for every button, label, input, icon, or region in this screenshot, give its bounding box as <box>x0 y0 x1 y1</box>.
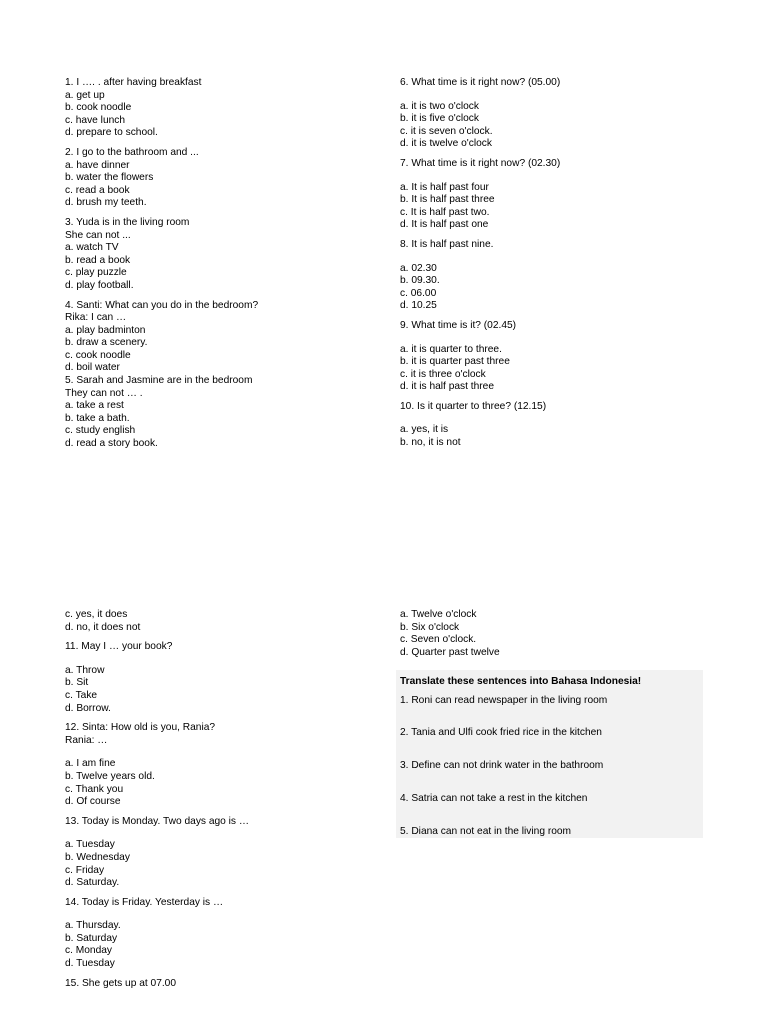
translation-item: 3. Define can not drink water in the bathroom <box>400 760 604 771</box>
option: c. yes, it does <box>65 609 128 620</box>
question-text-line-2: She can not ... <box>65 229 131 241</box>
option: d. Saturday. <box>65 877 120 889</box>
option: a. Tuesday <box>65 839 115 851</box>
option: c. Friday <box>65 864 105 876</box>
option: d. no, it does not <box>65 621 141 633</box>
option: d. Borrow. <box>65 702 111 714</box>
translation-item: 2. Tania and Ulfi cook fried rice in the kitchen <box>400 727 602 738</box>
option: a. Twelve o'clock <box>400 609 477 620</box>
option: b. Wednesday <box>65 851 130 863</box>
question-5 <box>65 375 385 451</box>
option: d. 10.25 <box>400 300 437 312</box>
option: d. play football. <box>65 279 134 291</box>
question-14 <box>65 897 385 971</box>
question-text: 10. Is it quarter to three? (12.15) <box>400 400 547 412</box>
option: d. it is half past three <box>400 381 495 393</box>
question-7 <box>400 158 720 232</box>
option: b. read a book <box>65 254 131 266</box>
option: d. read a story book. <box>65 438 158 450</box>
question-9 <box>400 320 720 394</box>
option: a. it is quarter to three. <box>400 343 502 355</box>
option: a. have dinner <box>65 159 130 171</box>
question-text: 14. Today is Friday. Yesterday is … <box>65 896 224 908</box>
option: a. I am fine <box>65 758 116 770</box>
option: c. it is seven o'clock. <box>400 125 493 137</box>
question-10 <box>400 401 720 450</box>
carried-options-right <box>400 609 720 659</box>
option: b. cook noodle <box>65 102 132 114</box>
option: a. get up <box>65 89 105 101</box>
option: b. Twelve years old. <box>65 770 155 782</box>
question-text: 4. Santi: What can you do in the bedroom? <box>65 299 259 311</box>
option: c. cook noodle <box>65 349 131 361</box>
option: a. Thursday. <box>65 920 121 932</box>
question-13 <box>65 816 385 890</box>
option: d. It is half past one <box>400 219 489 231</box>
option: b. it is five o'clock <box>400 113 479 125</box>
option: a. 02.30 <box>400 262 437 274</box>
question-text: 13. Today is Monday. Two days ago is … <box>65 815 250 827</box>
question-4 <box>65 300 385 376</box>
option: b. 09.30. <box>400 275 440 287</box>
option: c. Thank you <box>65 783 124 795</box>
question-2 <box>65 147 385 210</box>
option: a. play badminton <box>65 324 146 336</box>
option: a. yes, it is <box>400 424 449 436</box>
carried-options <box>65 609 385 634</box>
question-text: 7. What time is it right now? (02.30) <box>400 157 561 169</box>
option: a. Throw <box>65 664 105 676</box>
option: a. take a rest <box>65 400 124 412</box>
question-text: 2. I go to the bathroom and ... <box>65 146 199 158</box>
option: c. Seven o'clock. <box>400 634 477 646</box>
questions-11-15 <box>65 609 385 997</box>
questions-6-10 <box>400 77 720 457</box>
option: b. draw a scenery. <box>65 337 148 349</box>
option: b. Sit <box>65 677 89 689</box>
option: b. no, it is not <box>400 437 461 449</box>
option: b. it is quarter past three <box>400 356 510 368</box>
option: d. Tuesday <box>65 958 115 970</box>
option: b. It is half past three <box>400 194 495 206</box>
questions-1-5 <box>65 77 385 451</box>
option: a. It is half past four <box>400 181 489 193</box>
question-text-line-2: They can not … . <box>65 387 143 399</box>
option: d. it is twelve o'clock <box>400 138 492 150</box>
option: b. take a bath. <box>65 412 130 424</box>
question-text: 12. Sinta: How old is you, Rania? <box>65 722 216 734</box>
question-6 <box>400 77 720 151</box>
option: c. Monday <box>65 945 112 957</box>
option: a. watch TV <box>65 242 119 254</box>
question-text: 8. It is half past nine. <box>400 238 494 250</box>
question-text: 6. What time is it right now? (05.00) <box>400 77 561 88</box>
question-text: 15. She gets up at 07.00 <box>65 977 177 989</box>
question-15 <box>65 978 385 991</box>
option: b. water the flowers <box>65 172 154 184</box>
option: d. brush my teeth. <box>65 197 147 209</box>
translation-item: 5. Diana can not eat in the living room <box>400 826 572 837</box>
translation-item: 4. Satria can not take a rest in the kitchen <box>400 793 588 804</box>
translation-heading: Translate these sentences into Bahasa Indonesia! <box>400 676 642 687</box>
question-11 <box>65 641 385 715</box>
question-text-line-2: Rika: I can … <box>65 312 127 324</box>
question-text: 11. May I … your book? <box>65 641 173 653</box>
option: c. have lunch <box>65 114 126 126</box>
translation-item: 1. Roni can read newspaper in the living room <box>400 695 608 706</box>
option: d. Of course <box>65 796 121 808</box>
option: d. prepare to school. <box>65 127 158 139</box>
question-12 <box>65 722 385 809</box>
option: c. 06.00 <box>400 287 437 299</box>
question-3 <box>65 217 385 293</box>
option: a. it is two o'clock <box>400 100 479 112</box>
question-text: 9. What time is it? (02.45) <box>400 319 517 331</box>
translation-section <box>396 670 703 838</box>
option: c. play puzzle <box>65 267 127 279</box>
question-1 <box>65 77 385 140</box>
question-text-line-2: Rania: … <box>65 734 108 746</box>
question-text: 5. Sarah and Jasmine are in the bedroom <box>65 375 253 387</box>
option: c. it is three o'clock <box>400 368 486 380</box>
question-8 <box>400 239 720 313</box>
option: c. study english <box>65 425 136 437</box>
option: c. It is half past two. <box>400 206 490 218</box>
question-text: 3. Yuda is in the living room <box>65 216 190 228</box>
option: d. boil water <box>65 362 120 374</box>
question-text: 1. I …. . after having breakfast <box>65 77 202 88</box>
option: c. read a book <box>65 184 130 196</box>
option: d. Quarter past twelve <box>400 646 500 658</box>
option: c. Take <box>65 689 98 701</box>
option: b. Six o'clock <box>400 621 460 633</box>
option: b. Saturday <box>65 932 118 944</box>
